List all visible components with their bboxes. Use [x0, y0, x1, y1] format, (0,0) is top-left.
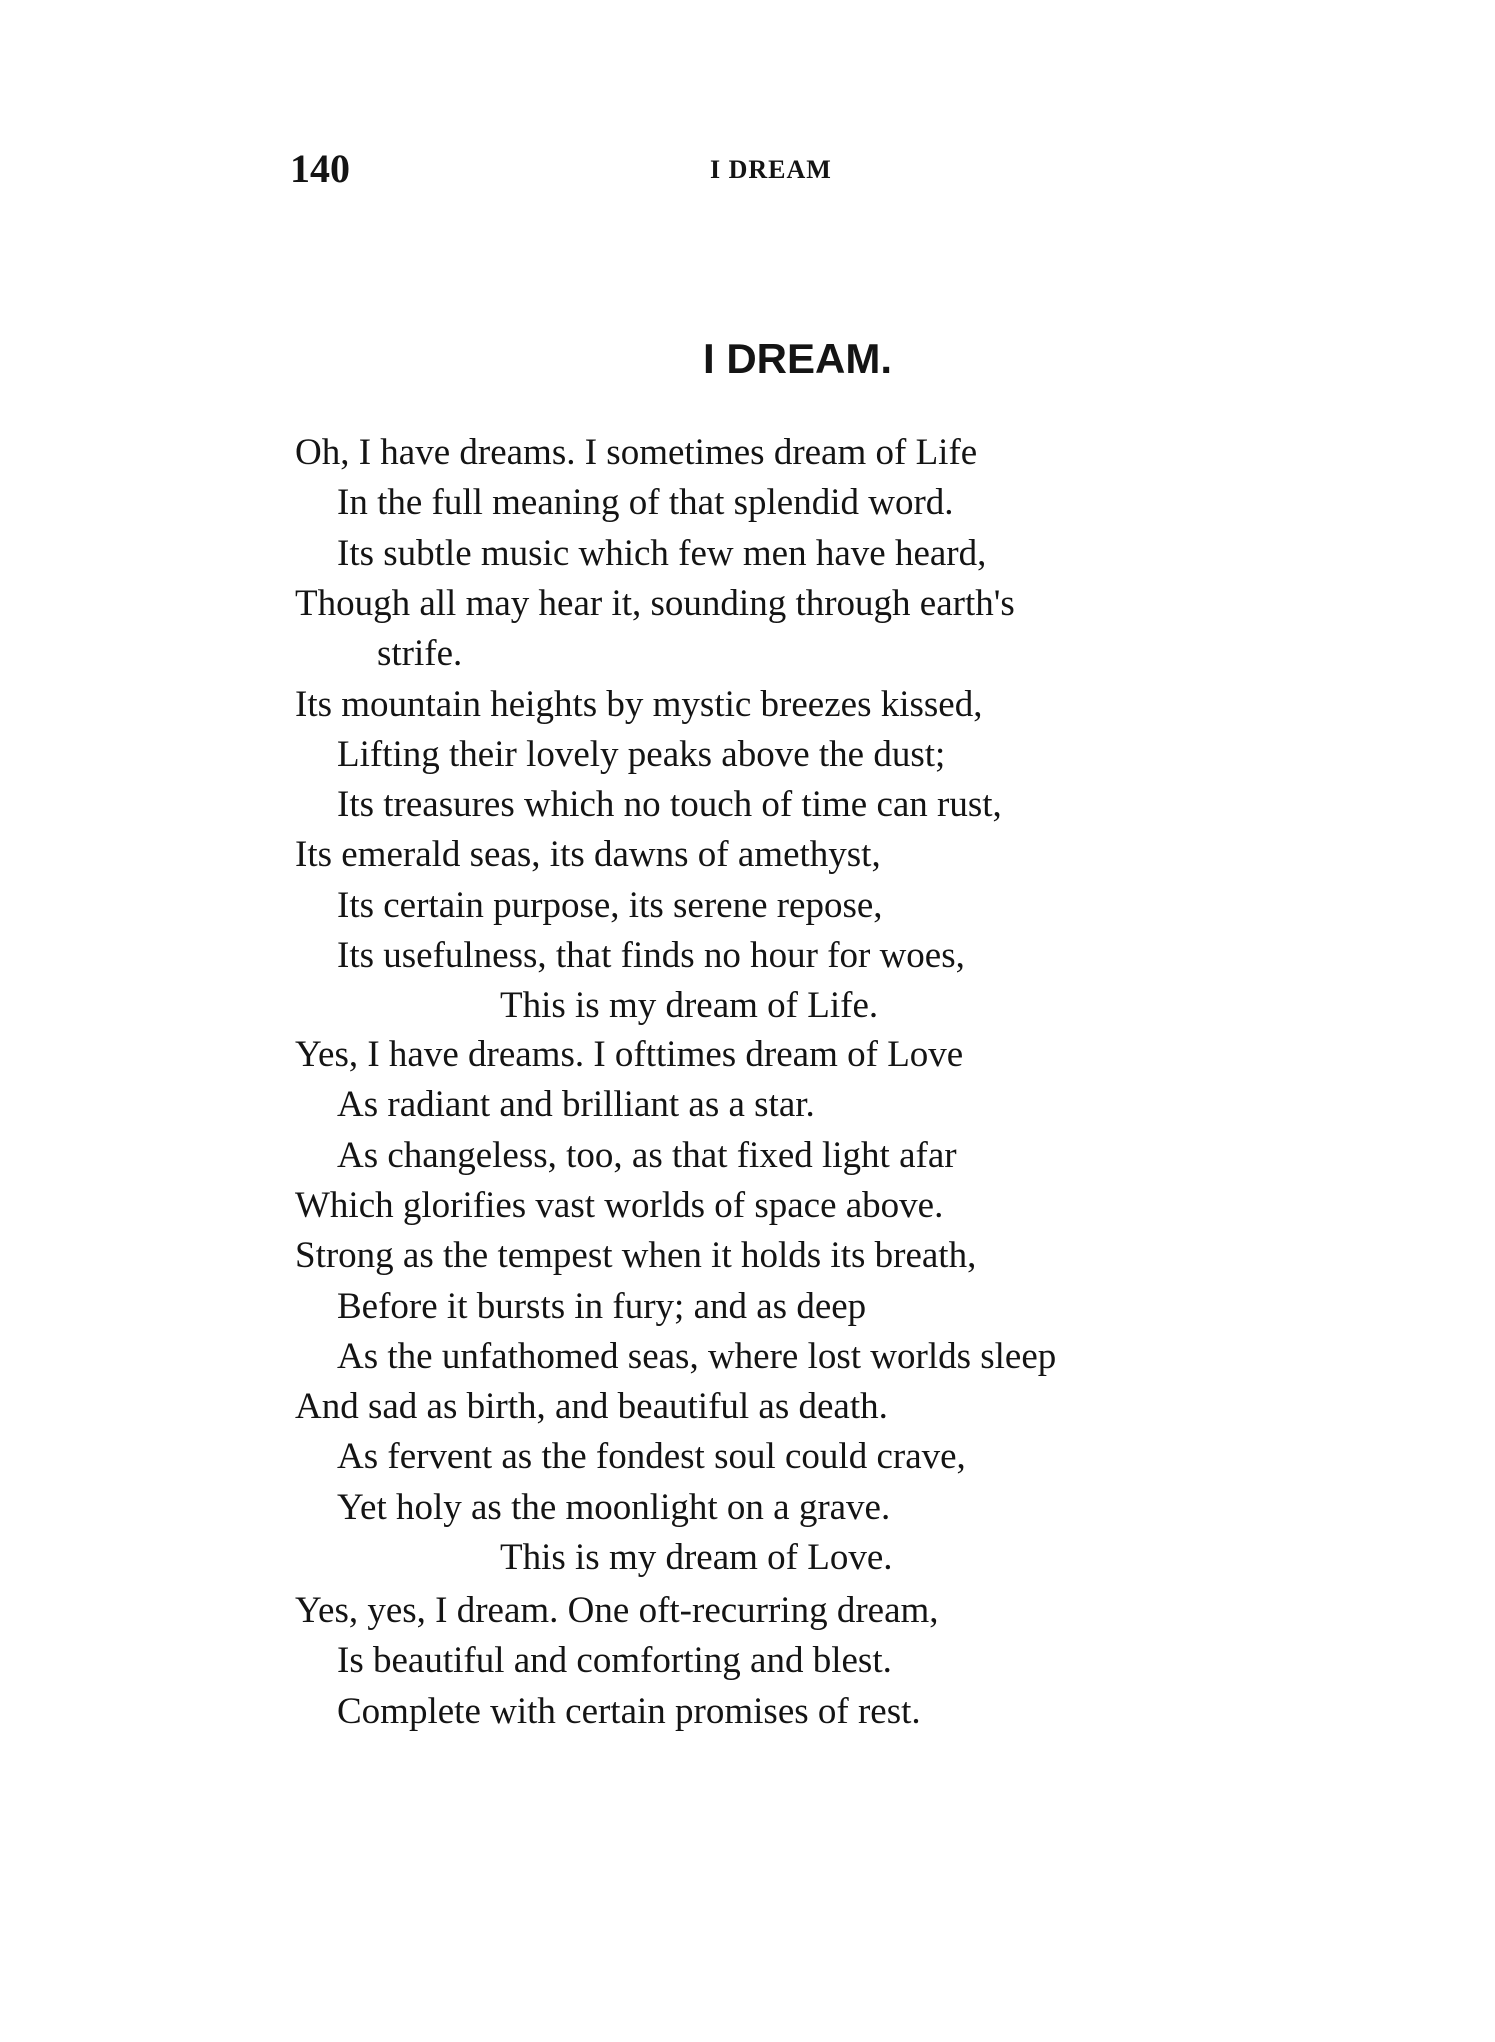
poem-line: This is my dream of Love. [500, 1537, 893, 1578]
poem-line: This is my dream of Life. [500, 985, 879, 1027]
poem-line: As radiant and brilliant as a star. [337, 1084, 815, 1126]
poem-line: Lifting their lovely peaks above the dust; [337, 733, 946, 775]
poem-line: Yes, yes, I dream. One oft-recurring dream, [295, 1590, 939, 1631]
poem-line: Its treasures which no touch of time can rust, [337, 784, 1002, 826]
poem-line: Its subtle music which few men have heard, [337, 532, 987, 574]
page-number: 140 [290, 146, 350, 191]
poem-line: In the full meaning of that splendid word. [337, 482, 954, 524]
poem-line: And sad as birth, and beautiful as death. [295, 1386, 888, 1428]
poem-line: Its certain purpose, its serene repose, [337, 884, 883, 926]
poem-line: Its mountain heights by mystic breezes kissed, [295, 683, 983, 725]
poem-line: Is beautiful and comforting and blest. [337, 1640, 892, 1682]
poem-line: Though all may hear it, sounding through earth's [295, 582, 1015, 624]
poem-line: As changeless, too, as that fixed light afar [337, 1134, 957, 1176]
running-head [290, 145, 1190, 195]
poem-line: Oh, I have dreams. I sometimes dream of Life [295, 432, 978, 473]
poem-line: Its emerald seas, its dawns of amethyst, [295, 834, 881, 876]
poem-line: Before it bursts in fury; and as deep [337, 1285, 867, 1327]
poem-title: I DREAM. [703, 335, 892, 382]
poem-line: As the unfathomed seas, where lost worlds sleep [337, 1335, 1057, 1377]
poem-line: strife. [377, 633, 463, 675]
poem-line: Complete with certain promises of rest. [337, 1690, 921, 1732]
poem-line: Which glorifies vast worlds of space above. [295, 1184, 944, 1226]
poem-line: Its usefulness, that finds no hour for woes, [337, 935, 965, 976]
poem-line: Yes, I have dreams. I ofttimes dream of Love [295, 1034, 964, 1075]
poem-line: As fervent as the fondest soul could crave, [337, 1436, 966, 1478]
running-title: I DREAM [710, 155, 832, 184]
poem-line: Strong as the tempest when it holds its breath, [295, 1235, 977, 1277]
poem-line: Yet holy as the moonlight on a grave. [337, 1486, 891, 1528]
